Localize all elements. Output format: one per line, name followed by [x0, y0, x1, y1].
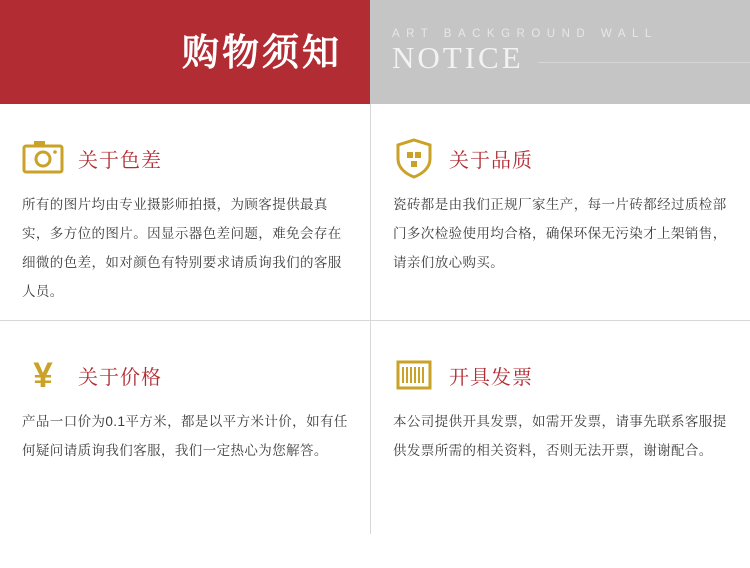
page-title: 购物须知 — [182, 31, 342, 73]
section-header — [393, 132, 728, 184]
section-title: 关于价格 — [78, 366, 162, 389]
section-price — [0, 321, 370, 534]
camera-icon — [22, 137, 64, 179]
yen-symbol: ¥ — [33, 355, 53, 395]
header-divider-rule — [538, 62, 750, 63]
section-header — [22, 349, 348, 401]
section-color-difference — [0, 104, 370, 320]
section-invoice — [371, 321, 750, 534]
section-body: 瓷砖都是由我们正规厂家生产，每一片砖都经过质检部门多次检验使用均合格，确保环保无污染才上架销售，请亲们放心购买。 — [393, 197, 727, 270]
section-title: 开具发票 — [449, 366, 533, 389]
section-body: 所有的图片均由专业摄影师拍摄，为顾客提供最真实，多方位的图片。因显示器色差问题，难免会存在细微的色差，如对颜色有特别要求请质询我们的客服人员。 — [22, 197, 342, 299]
shield-quality-icon — [393, 137, 435, 179]
section-body: 产品一口价为0.1平方米，都是以平方米计价，如有任何疑问请质询我们客服，我们一定热心为您解答。 — [22, 414, 348, 458]
header-title-en: NOTICE — [392, 39, 524, 75]
header-english-block — [370, 0, 750, 104]
yen-price-icon — [22, 354, 64, 396]
section-header — [393, 349, 728, 401]
section-title: 关于色差 — [78, 149, 162, 172]
header-title-block — [0, 0, 370, 104]
section-header — [22, 132, 348, 184]
header-subtitle-en: ART BACKGROUND WALL — [392, 27, 658, 40]
section-body: 本公司提供开具发票，如需开发票，请事先联系客服提供发票所需的相关资料，否则无法开票，谢谢配合。 — [393, 414, 727, 458]
page-header — [0, 0, 750, 104]
section-quality — [371, 104, 750, 320]
notice-grid — [0, 104, 750, 568]
section-title: 关于品质 — [449, 149, 533, 172]
header-english-row — [392, 39, 750, 75]
invoice-icon — [393, 354, 435, 396]
